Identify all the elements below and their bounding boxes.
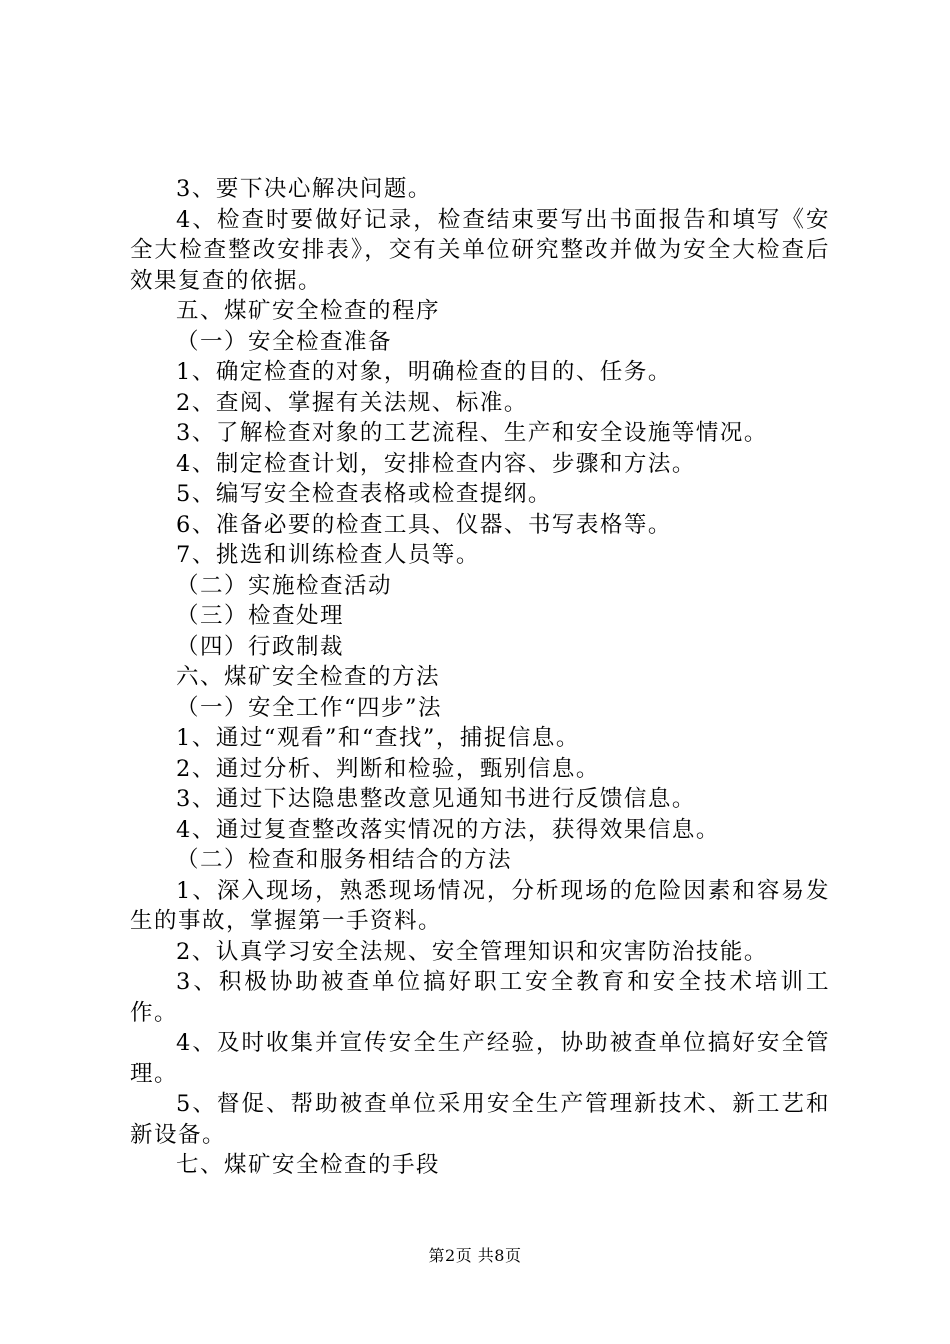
section-heading: 七、煤矿安全检查的手段 [176, 1152, 441, 1178]
paragraph: 4、检查时要做好记录，检查结束要写出书面报告和填写《安全大检查整改安排表》，交有关单位研究整改并做为安全大检查后效果复查的依据。 [130, 206, 830, 294]
document-body [130, 174, 830, 1181]
list-item: 5、编写安全检查表格或检查提纲。 [176, 481, 552, 507]
list-item: 3、积极协助被查单位搞好职工安全教育和安全技术培训工作。 [130, 969, 830, 1026]
list-item: 2、认真学习安全法规、安全管理知识和灾害防治技能。 [176, 938, 768, 965]
list-item: 1、通过“观看”和“查找”，捕捉信息。 [176, 725, 580, 751]
subsection-heading: （四）行政制裁 [176, 633, 345, 660]
list-item: 3、了解检查对象的工艺流程、生产和安全设施等情况。 [176, 420, 768, 446]
section-heading: 五、煤矿安全检查的程序 [176, 298, 441, 324]
list-item: 1、深入现场，熟悉现场情况，分析现场的危险因素和容易发生的事故，掌握第一手资料。 [130, 877, 830, 934]
list-item: 4、通过复查整改落实情况的方法，获得效果信息。 [176, 816, 720, 843]
list-item: 5、督促、帮助被查单位采用安全生产管理新技术、新工艺和新设备。 [130, 1091, 830, 1148]
page-number-label: 第2页 共8页 [428, 1246, 522, 1265]
list-item: 4、及时收集并宣传安全生产经验，协助被查单位搞好安全管理。 [130, 1030, 830, 1087]
list-item: 4、制定检查计划，安排检查内容、步骤和方法。 [176, 450, 696, 477]
list-item: 2、通过分析、判断和检验，甄别信息。 [176, 755, 600, 782]
list-item: 1、确定检查的对象，明确检查的目的、任务。 [176, 359, 672, 385]
subsection-heading: （三）检查处理 [176, 603, 345, 629]
subsection-heading: （二）检查和服务相结合的方法 [176, 847, 513, 873]
list-item: 7、挑选和训练检查人员等。 [176, 542, 480, 568]
subsection-heading: （二）实施检查活动 [176, 572, 393, 599]
paragraph: 3、要下决心解决问题。 [176, 176, 432, 202]
subsection-heading: （一）安全检查准备 [176, 328, 393, 355]
list-item: 6、准备必要的检查工具、仪器、书写表格等。 [176, 511, 672, 538]
page-footer [0, 1243, 950, 1266]
list-item: 2、查阅、掌握有关法规、标准。 [176, 389, 528, 416]
list-item: 3、通过下达隐患整改意见通知书进行反馈信息。 [176, 786, 696, 812]
section-heading: 六、煤矿安全检查的方法 [176, 664, 441, 690]
subsection-heading: （一）安全工作“四步”法 [176, 694, 443, 721]
